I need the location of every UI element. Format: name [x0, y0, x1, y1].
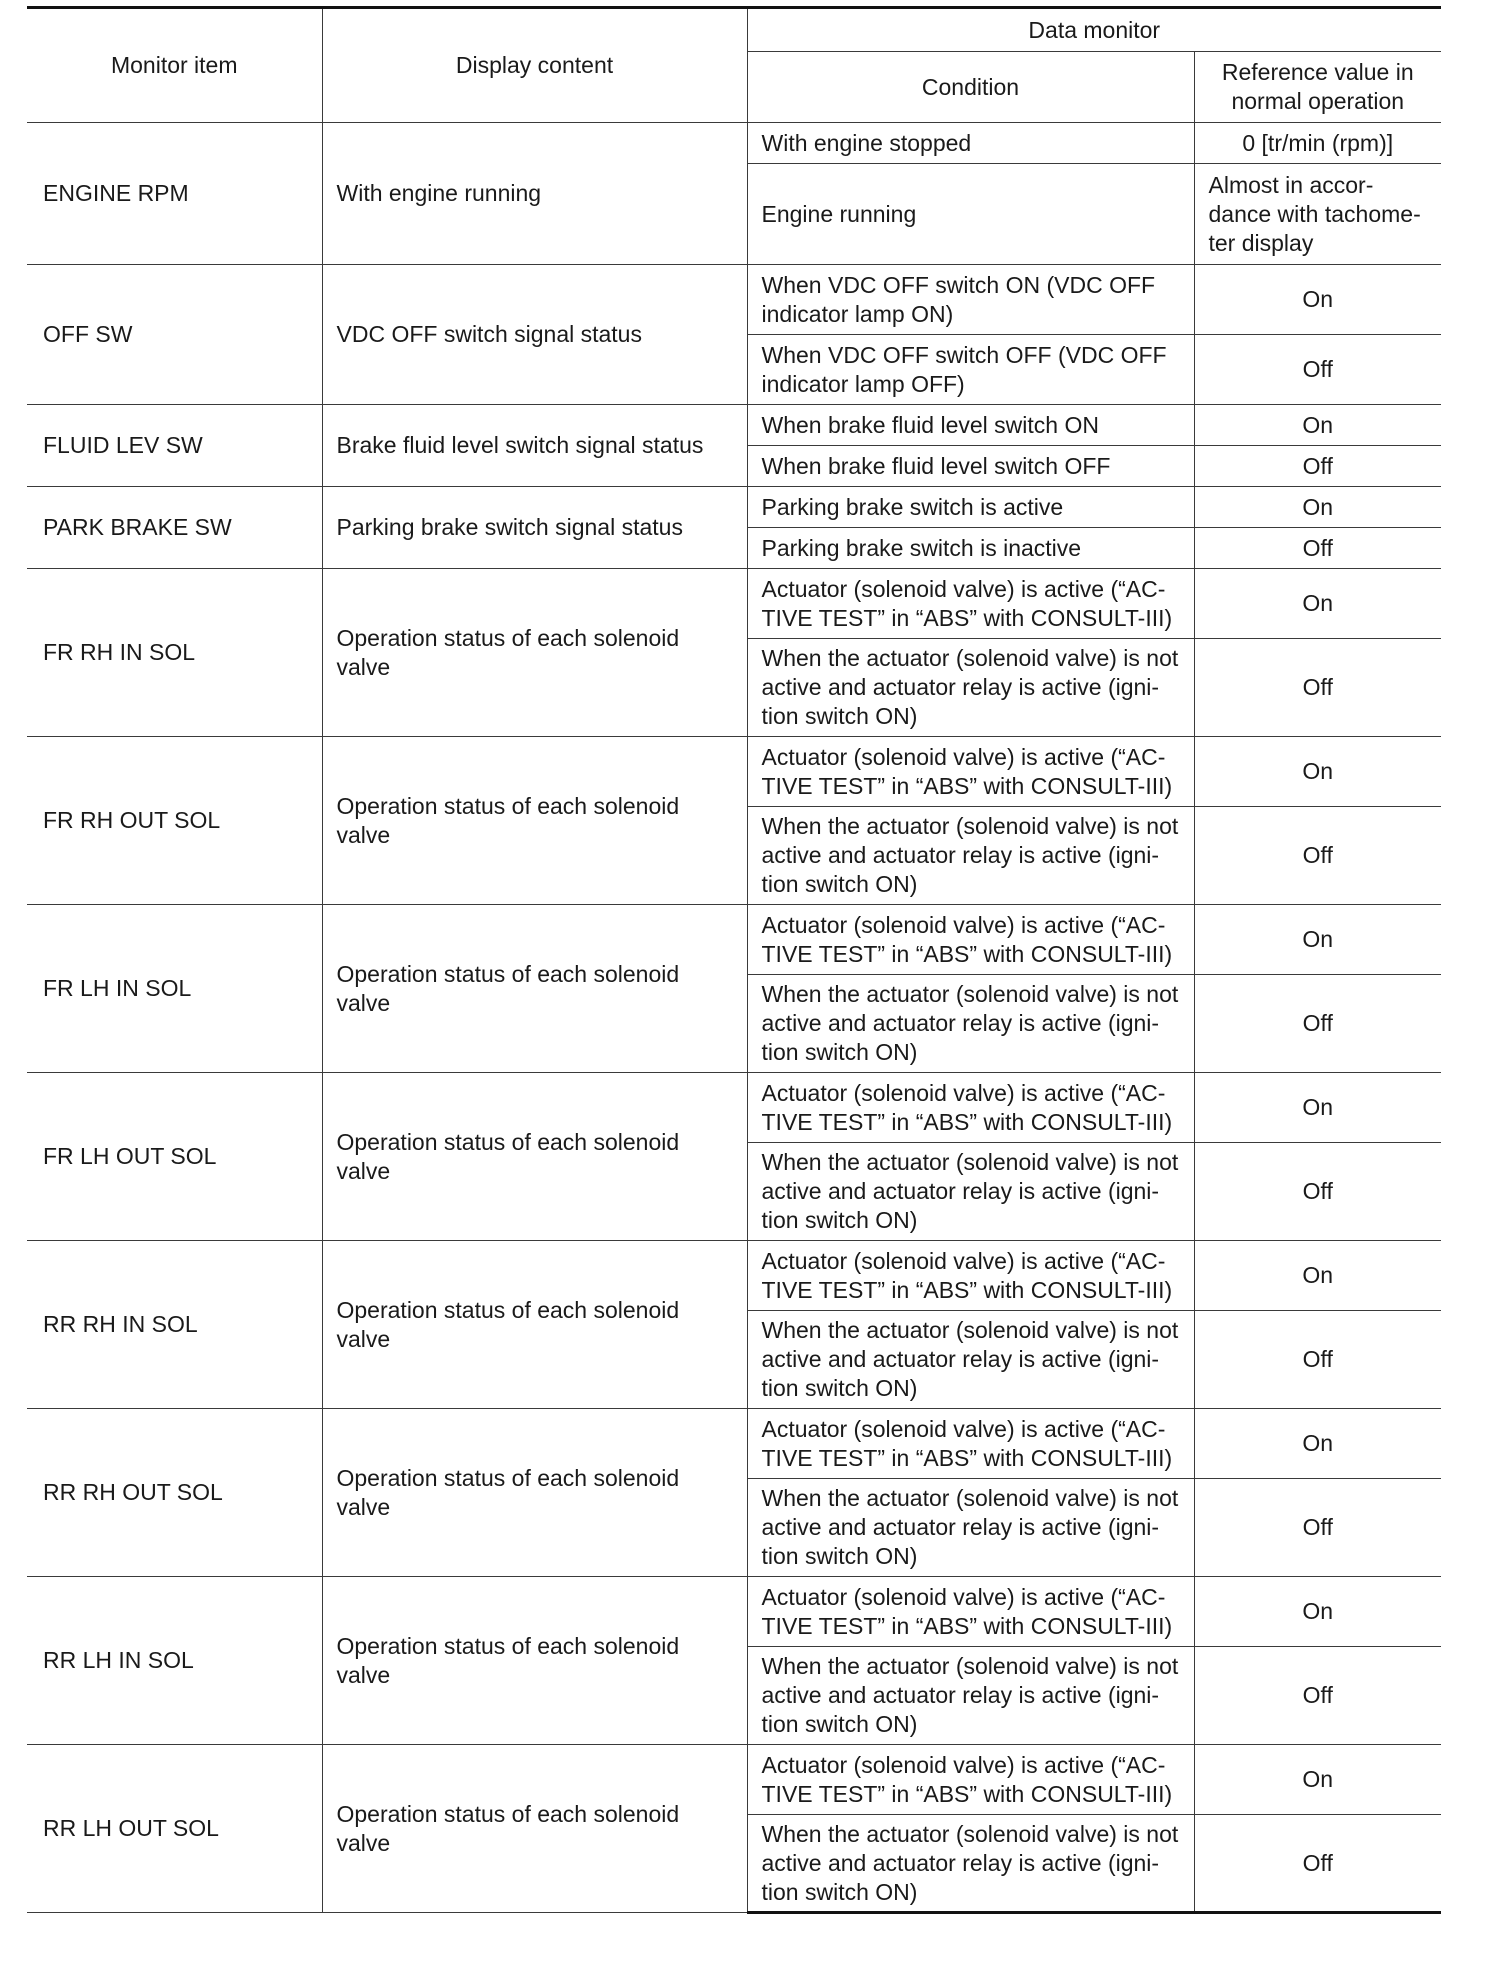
reference-value-cell: Off [1194, 446, 1441, 487]
monitor-item-cell: FR LH IN SOL [27, 905, 322, 1073]
display-content-cell: Operation status of each solenoid valve [322, 1745, 747, 1913]
display-content-cell: Operation status of each solenoid valve [322, 569, 747, 737]
reference-value-cell: On [1194, 487, 1441, 528]
table-row [27, 569, 1441, 639]
reference-value-cell: On [1194, 405, 1441, 446]
condition-cell: With engine stopped [747, 123, 1194, 164]
reference-value-cell: On [1194, 1577, 1441, 1647]
condition-cell: When the actuator (solenoid valve) is not active and actuator relay is active (igni- tion switch ON) [747, 1479, 1194, 1577]
condition-cell: Actuator (solenoid valve) is active (“AC- TIVE TEST” in “ABS” with CONSULT-III) [747, 1409, 1194, 1479]
condition-cell: When the actuator (solenoid valve) is not active and actuator relay is active (igni- tion switch ON) [747, 975, 1194, 1073]
condition-cell: Actuator (solenoid valve) is active (“AC- TIVE TEST” in “ABS” with CONSULT-III) [747, 905, 1194, 975]
monitor-item-cell: RR RH OUT SOL [27, 1409, 322, 1577]
header-monitor-item: Monitor item [27, 8, 322, 123]
reference-value-cell: Off [1194, 975, 1441, 1073]
table-row [27, 1577, 1441, 1647]
display-content-cell: With engine running [322, 123, 747, 265]
condition-cell: When the actuator (solenoid valve) is not active and actuator relay is active (igni- tion switch ON) [747, 807, 1194, 905]
header-condition: Condition [747, 52, 1194, 123]
reference-value-cell: On [1194, 737, 1441, 807]
condition-cell: When VDC OFF switch ON (VDC OFF indicator lamp ON) [747, 265, 1194, 335]
condition-cell: Actuator (solenoid valve) is active (“AC- TIVE TEST” in “ABS” with CONSULT-III) [747, 1073, 1194, 1143]
monitor-item-cell: PARK BRAKE SW [27, 487, 322, 569]
display-content-cell: Operation status of each solenoid valve [322, 905, 747, 1073]
condition-cell: Actuator (solenoid valve) is active (“AC- TIVE TEST” in “ABS” with CONSULT-III) [747, 1745, 1194, 1815]
condition-cell: When the actuator (solenoid valve) is not active and actuator relay is active (igni- tion switch ON) [747, 639, 1194, 737]
reference-value-cell: On [1194, 905, 1441, 975]
condition-cell: When the actuator (solenoid valve) is not active and actuator relay is active (igni- tion switch ON) [747, 1311, 1194, 1409]
display-content-cell: Parking brake switch signal status [322, 487, 747, 569]
reference-value-cell: On [1194, 1241, 1441, 1311]
table-row [27, 905, 1441, 975]
monitor-item-cell: ENGINE RPM [27, 123, 322, 265]
display-content-cell: Operation status of each solenoid valve [322, 737, 747, 905]
table-row [27, 1241, 1441, 1311]
display-content-cell: Operation status of each solenoid valve [322, 1073, 747, 1241]
reference-value-cell: On [1194, 569, 1441, 639]
condition-cell: Actuator (solenoid valve) is active (“AC- TIVE TEST” in “ABS” with CONSULT-III) [747, 1241, 1194, 1311]
table-row [27, 487, 1441, 528]
reference-value-cell: 0 [tr/min (rpm)] [1194, 123, 1441, 164]
data-monitor-table [27, 6, 1441, 1914]
display-content-cell: VDC OFF switch signal status [322, 265, 747, 405]
reference-value-cell: Off [1194, 1311, 1441, 1409]
table-row [27, 405, 1441, 446]
table-row [27, 737, 1441, 807]
condition-cell: When the actuator (solenoid valve) is not active and actuator relay is active (igni- tion switch ON) [747, 1647, 1194, 1745]
reference-value-cell: Off [1194, 1815, 1441, 1913]
monitor-item-cell: FLUID LEV SW [27, 405, 322, 487]
monitor-item-cell: FR RH OUT SOL [27, 737, 322, 905]
condition-cell: Parking brake switch is inactive [747, 528, 1194, 569]
display-content-cell: Operation status of each solenoid valve [322, 1577, 747, 1745]
header-data-monitor: Data monitor [747, 8, 1441, 52]
table-row [27, 1073, 1441, 1143]
reference-value-cell: On [1194, 1073, 1441, 1143]
monitor-item-cell: RR RH IN SOL [27, 1241, 322, 1409]
condition-cell: When brake fluid level switch ON [747, 405, 1194, 446]
condition-cell: Parking brake switch is active [747, 487, 1194, 528]
monitor-item-cell: RR LH OUT SOL [27, 1745, 322, 1913]
reference-value-cell: Off [1194, 1479, 1441, 1577]
condition-cell: Actuator (solenoid valve) is active (“AC- TIVE TEST” in “ABS” with CONSULT-III) [747, 737, 1194, 807]
condition-cell: When VDC OFF switch OFF (VDC OFF indicator lamp OFF) [747, 335, 1194, 405]
display-content-cell: Operation status of each solenoid valve [322, 1241, 747, 1409]
table-row [27, 1409, 1441, 1479]
table-row [27, 123, 1441, 164]
header-display-content: Display content [322, 8, 747, 123]
condition-cell: Actuator (solenoid valve) is active (“AC- TIVE TEST” in “ABS” with CONSULT-III) [747, 569, 1194, 639]
reference-value-cell: On [1194, 265, 1441, 335]
condition-cell: When brake fluid level switch OFF [747, 446, 1194, 487]
header-reference-value: Reference value in normal operation [1194, 52, 1441, 123]
table-row [27, 1745, 1441, 1815]
condition-cell: When the actuator (solenoid valve) is not active and actuator relay is active (igni- tion switch ON) [747, 1815, 1194, 1913]
table-row [27, 265, 1441, 335]
reference-value-cell: Off [1194, 639, 1441, 737]
condition-cell: When the actuator (solenoid valve) is not active and actuator relay is active (igni- tion switch ON) [747, 1143, 1194, 1241]
display-content-cell: Brake fluid level switch signal status [322, 405, 747, 487]
reference-value-cell: Off [1194, 807, 1441, 905]
reference-value-cell: On [1194, 1745, 1441, 1815]
monitor-item-cell: FR RH IN SOL [27, 569, 322, 737]
reference-value-cell: Off [1194, 528, 1441, 569]
reference-value-cell: Off [1194, 1647, 1441, 1745]
reference-value-cell: Off [1194, 335, 1441, 405]
condition-cell: Actuator (solenoid valve) is active (“AC- TIVE TEST” in “ABS” with CONSULT-III) [747, 1577, 1194, 1647]
monitor-item-cell: FR LH OUT SOL [27, 1073, 322, 1241]
reference-value-cell: On [1194, 1409, 1441, 1479]
reference-value-cell: Off [1194, 1143, 1441, 1241]
reference-value-cell: Almost in accor- dance with tachome- ter display [1194, 164, 1441, 265]
monitor-item-cell: OFF SW [27, 265, 322, 405]
monitor-item-cell: RR LH IN SOL [27, 1577, 322, 1745]
display-content-cell: Operation status of each solenoid valve [322, 1409, 747, 1577]
condition-cell: Engine running [747, 164, 1194, 265]
